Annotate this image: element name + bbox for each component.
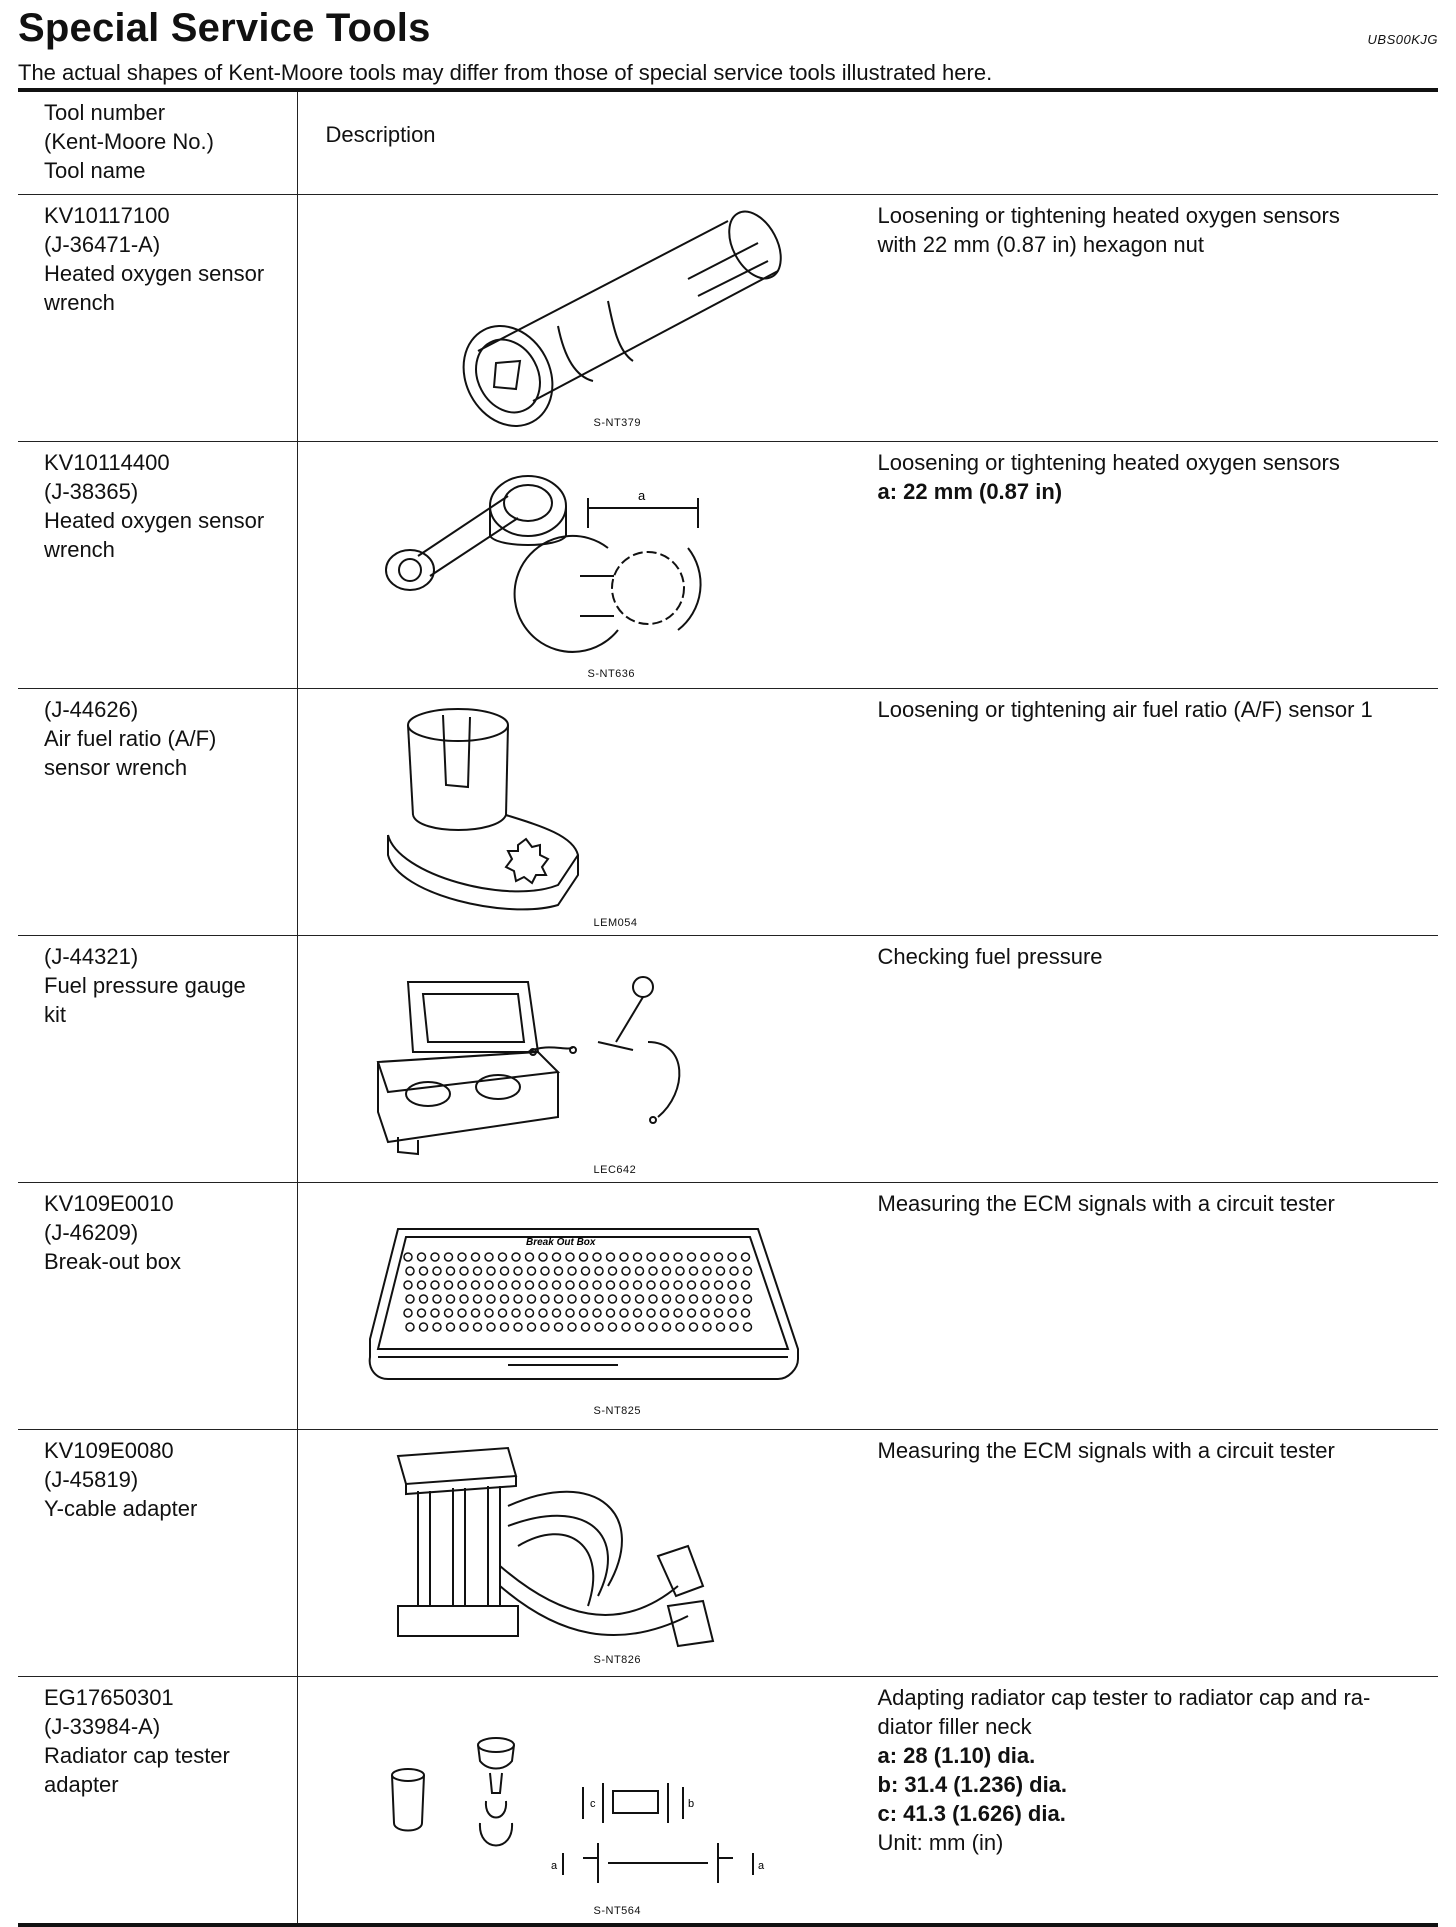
connector-pin-hole — [500, 1323, 508, 1331]
connector-pin-hole — [568, 1323, 576, 1331]
figure-code: S-NT636 — [587, 668, 636, 680]
connector-pin-hole — [433, 1295, 441, 1303]
table-header-row — [18, 90, 1438, 195]
connector-pin-hole — [419, 1295, 427, 1303]
connector-pin-hole — [714, 1281, 722, 1289]
figure-code: LEM054 — [593, 917, 638, 929]
kent-moore-number: (J-38365) — [44, 479, 139, 504]
connector-pin-hole — [622, 1267, 630, 1275]
connector-pin-hole — [512, 1281, 520, 1289]
tool-description — [878, 1436, 1418, 1465]
connector-pin-hole — [633, 1281, 641, 1289]
connector-pin-hole — [608, 1267, 616, 1275]
document-code: UBS00KJG — [1367, 32, 1438, 47]
connector-pin-hole — [431, 1309, 439, 1317]
connector-pin-hole — [500, 1267, 508, 1275]
table-row — [18, 195, 1438, 442]
kent-moore-number: (J-46209) — [44, 1220, 139, 1245]
connector-pin-hole — [687, 1309, 695, 1317]
radiator-cap-tester-adapter-illustration — [358, 1683, 858, 1919]
description-line: Loosening or tightening air fuel ratio (A/F) sensor 1 — [877, 697, 1373, 722]
connector-pin-hole — [471, 1281, 479, 1289]
kent-moore-number: (J-33984-A) — [44, 1714, 161, 1739]
connector-pin-hole — [525, 1253, 533, 1261]
connector-pin-hole — [647, 1281, 655, 1289]
connector-pin-hole — [433, 1323, 441, 1331]
connector-pin-hole — [512, 1253, 520, 1261]
connector-pin-hole — [606, 1253, 614, 1261]
kent-moore-number: (J-45819) — [44, 1467, 139, 1492]
connector-pin-hole — [485, 1253, 493, 1261]
break-out-box-illustration — [358, 1189, 858, 1425]
connector-pin-hole — [674, 1253, 682, 1261]
connector-pin-hole — [635, 1323, 643, 1331]
connector-pin-hole — [674, 1309, 682, 1317]
connector-pin-hole — [554, 1295, 562, 1303]
connector-pin-hole — [539, 1309, 547, 1317]
connector-pin-hole — [647, 1253, 655, 1261]
description-line: Adapting radiator cap tester to radiator cap and ra- — [877, 1685, 1371, 1710]
connector-pin-hole — [687, 1253, 695, 1261]
header-tool-id-cell — [18, 90, 297, 195]
description-line: with 22 mm (0.87 in) hexagon nut — [877, 232, 1205, 257]
connector-pin-hole — [406, 1323, 414, 1331]
connector-pin-hole — [608, 1295, 616, 1303]
connector-pin-hole — [552, 1253, 560, 1261]
connector-pin-hole — [514, 1267, 522, 1275]
connector-pin-hole — [730, 1295, 738, 1303]
description-line: Checking fuel pressure — [877, 944, 1103, 969]
connector-pin-hole — [703, 1323, 711, 1331]
connector-pin-hole — [581, 1323, 589, 1331]
connector-pin-hole — [485, 1309, 493, 1317]
tool-description-cell — [297, 195, 1438, 442]
tool-name: sensor wrench — [44, 755, 188, 780]
connector-pin-hole — [460, 1295, 468, 1303]
connector-pin-hole — [566, 1281, 574, 1289]
connector-pin-hole — [593, 1309, 601, 1317]
connector-pin-hole — [444, 1309, 452, 1317]
tool-id-cell — [18, 1677, 297, 1926]
connector-pin-hole — [446, 1267, 454, 1275]
connector-pin-hole — [743, 1323, 751, 1331]
connector-pin-hole — [606, 1309, 614, 1317]
connector-pin-hole — [417, 1309, 425, 1317]
connector-pin-hole — [716, 1295, 724, 1303]
connector-pin-hole — [595, 1295, 603, 1303]
tool-number: KV10114400 — [44, 450, 170, 475]
table-row — [18, 442, 1438, 689]
connector-pin-hole — [527, 1267, 535, 1275]
connector-pin-hole — [595, 1323, 603, 1331]
kent-moore-number: (J-36471-A) — [44, 232, 161, 257]
dimension-label: a — [637, 488, 645, 503]
tool-number: KV109E0010 — [44, 1191, 174, 1216]
connector-pin-hole — [566, 1309, 574, 1317]
connector-pin-hole — [701, 1253, 709, 1261]
table-row — [18, 1677, 1438, 1926]
table-row — [18, 1430, 1438, 1677]
connector-pin-hole — [703, 1295, 711, 1303]
tool-id-cell — [18, 936, 297, 1183]
connector-pin-hole — [649, 1295, 657, 1303]
connector-pin-hole — [622, 1323, 630, 1331]
connector-pin-hole — [446, 1295, 454, 1303]
connector-pin-hole — [541, 1267, 549, 1275]
table-row — [18, 936, 1438, 1183]
connector-pin-hole — [539, 1253, 547, 1261]
connector-pin-hole — [460, 1323, 468, 1331]
tool-number: KV10117100 — [44, 203, 170, 228]
af-sensor-wrench-illustration — [358, 695, 858, 931]
connector-pin-hole — [433, 1267, 441, 1275]
connector-pin-hole — [741, 1281, 749, 1289]
dimension-label-c: c — [589, 1798, 595, 1810]
connector-pin-hole — [527, 1323, 535, 1331]
connector-pin-hole — [741, 1253, 749, 1261]
connector-pin-hole — [527, 1295, 535, 1303]
tool-name: wrench — [44, 290, 115, 315]
connector-pin-hole — [431, 1281, 439, 1289]
connector-pin-hole — [487, 1267, 495, 1275]
tool-name: Radiator cap tester — [44, 1743, 230, 1768]
header-tool-name: Tool name — [44, 158, 146, 183]
connector-pin-hole — [498, 1253, 506, 1261]
tool-name: adapter — [44, 1772, 119, 1797]
connector-pin-hole — [444, 1253, 452, 1261]
connector-pin-hole — [581, 1295, 589, 1303]
connector-pin-hole — [417, 1281, 425, 1289]
figure-code: S-NT379 — [593, 417, 642, 429]
connector-pin-hole — [554, 1323, 562, 1331]
connector-pin-hole — [419, 1323, 427, 1331]
connector-pin-hole — [662, 1323, 670, 1331]
connector-pin-hole — [728, 1253, 736, 1261]
connector-pin-hole — [593, 1281, 601, 1289]
connector-pin-hole — [703, 1267, 711, 1275]
description-line: Loosening or tightening heated oxygen sensors — [877, 450, 1340, 475]
connector-pin-hole — [498, 1281, 506, 1289]
header-description-cell — [297, 90, 1438, 195]
tool-description — [878, 1683, 1418, 1857]
page-title: Special Service Tools — [18, 6, 431, 50]
connector-pin-hole — [541, 1323, 549, 1331]
dimension-label-a: a — [757, 1860, 764, 1872]
tool-name: Fuel pressure gauge — [44, 973, 246, 998]
connector-pin-hole — [662, 1267, 670, 1275]
connector-pin-hole — [458, 1281, 466, 1289]
connector-pin-hole — [404, 1281, 412, 1289]
connector-pin-hole — [622, 1295, 630, 1303]
table-row — [18, 689, 1438, 936]
connector-pin-hole — [689, 1295, 697, 1303]
connector-pin-grid — [404, 1253, 752, 1331]
connector-pin-hole — [620, 1309, 628, 1317]
connector-pin-hole — [620, 1253, 628, 1261]
figure-code: S-NT825 — [593, 1405, 642, 1417]
connector-pin-hole — [566, 1253, 574, 1261]
connector-pin-hole — [635, 1295, 643, 1303]
description-dimension: a: 28 (1.10) dia. — [877, 1743, 1036, 1768]
connector-pin-hole — [404, 1253, 412, 1261]
connector-pin-hole — [701, 1309, 709, 1317]
tool-description-cell — [297, 442, 1438, 689]
connector-pin-hole — [581, 1267, 589, 1275]
connector-pin-hole — [676, 1267, 684, 1275]
connector-pin-hole — [406, 1267, 414, 1275]
connector-pin-hole — [525, 1281, 533, 1289]
tool-number: EG17650301 — [44, 1685, 174, 1710]
connector-pin-hole — [579, 1309, 587, 1317]
header-tool-number: Tool number — [44, 100, 166, 125]
connector-pin-hole — [743, 1295, 751, 1303]
connector-pin-hole — [539, 1281, 547, 1289]
tool-name: Heated oxygen sensor — [44, 508, 265, 533]
tool-name: wrench — [44, 537, 115, 562]
connector-pin-hole — [458, 1253, 466, 1261]
dimension-label-b: b — [687, 1798, 694, 1810]
connector-pin-hole — [730, 1267, 738, 1275]
connector-pin-hole — [417, 1253, 425, 1261]
connector-pin-hole — [485, 1281, 493, 1289]
tool-id-cell — [18, 689, 297, 936]
connector-pin-hole — [741, 1309, 749, 1317]
connector-pin-hole — [689, 1267, 697, 1275]
connector-pin-hole — [471, 1309, 479, 1317]
tool-id-cell — [18, 1183, 297, 1430]
connector-pin-hole — [473, 1295, 481, 1303]
tool-number: KV109E0080 — [44, 1438, 174, 1463]
description-line: diator filler neck — [877, 1714, 1032, 1739]
fuel-pressure-gauge-kit-illustration — [358, 942, 858, 1178]
tool-description — [878, 201, 1418, 259]
connector-pin-hole — [541, 1295, 549, 1303]
figure-code: S-NT826 — [593, 1654, 642, 1666]
connector-pin-hole — [512, 1309, 520, 1317]
tool-description-cell — [297, 1430, 1438, 1677]
connector-pin-hole — [568, 1295, 576, 1303]
connector-pin-hole — [660, 1253, 668, 1261]
description-dimension: c: 41.3 (1.626) dia. — [877, 1801, 1066, 1826]
connector-pin-hole — [660, 1281, 668, 1289]
box-label: Break Out Box — [525, 1237, 595, 1248]
description-unit: Unit: mm (in) — [877, 1830, 1004, 1855]
connector-pin-hole — [487, 1323, 495, 1331]
tool-name: Heated oxygen sensor — [44, 261, 265, 286]
tool-id-cell — [18, 1430, 297, 1677]
connector-pin-hole — [419, 1267, 427, 1275]
connector-pin-hole — [608, 1323, 616, 1331]
connector-pin-hole — [514, 1323, 522, 1331]
connector-pin-hole — [487, 1295, 495, 1303]
connector-pin-hole — [716, 1323, 724, 1331]
page-subtitle: The actual shapes of Kent-Moore tools may differ from those of special service tools illustrated here. — [18, 60, 993, 85]
description-line: Measuring the ECM signals with a circuit tester — [877, 1438, 1335, 1463]
connector-pin-hole — [730, 1323, 738, 1331]
tool-description-cell — [297, 1183, 1438, 1430]
description-dimension: b: 31.4 (1.236) dia. — [877, 1772, 1068, 1797]
table-row — [18, 1183, 1438, 1430]
connector-pin-hole — [460, 1267, 468, 1275]
connector-pin-hole — [514, 1295, 522, 1303]
flare-nut-wrench-illustration — [358, 448, 858, 684]
tool-description — [878, 942, 1418, 971]
connector-pin-hole — [743, 1267, 751, 1275]
connector-pin-hole — [649, 1267, 657, 1275]
description-dimension: a: 22 mm (0.87 in) — [877, 479, 1063, 504]
connector-pin-hole — [635, 1267, 643, 1275]
connector-pin-hole — [404, 1309, 412, 1317]
tool-id-cell — [18, 195, 297, 442]
connector-pin-hole — [579, 1281, 587, 1289]
tool-description — [878, 695, 1418, 724]
connector-pin-hole — [714, 1309, 722, 1317]
figure-code: S-NT564 — [593, 1905, 642, 1917]
connector-pin-hole — [714, 1253, 722, 1261]
connector-pin-hole — [676, 1323, 684, 1331]
connector-pin-hole — [649, 1323, 657, 1331]
connector-pin-hole — [458, 1309, 466, 1317]
connector-pin-hole — [662, 1295, 670, 1303]
header-description: Description — [325, 122, 436, 147]
connector-pin-hole — [568, 1267, 576, 1275]
connector-pin-hole — [498, 1309, 506, 1317]
connector-pin-hole — [647, 1309, 655, 1317]
figure-code: LEC642 — [593, 1164, 637, 1176]
connector-pin-hole — [500, 1295, 508, 1303]
description-line: Loosening or tightening heated oxygen sensors — [877, 203, 1340, 228]
connector-pin-hole — [689, 1323, 697, 1331]
header-kent-moore-no: (Kent-Moore No.) — [44, 129, 214, 154]
y-cable-adapter-illustration — [358, 1436, 858, 1672]
oxygen-sensor-socket-illustration — [358, 201, 858, 437]
kent-moore-number: (J-44321) — [44, 944, 139, 969]
connector-pin-hole — [473, 1323, 481, 1331]
connector-pin-hole — [606, 1281, 614, 1289]
tool-description-cell — [297, 1677, 1438, 1926]
connector-pin-hole — [701, 1281, 709, 1289]
tool-name: Y-cable adapter — [44, 1496, 198, 1521]
connector-pin-hole — [633, 1309, 641, 1317]
tool-description-cell — [297, 936, 1438, 1183]
connector-pin-hole — [444, 1281, 452, 1289]
connector-pin-hole — [579, 1253, 587, 1261]
kent-moore-number: (J-44626) — [44, 697, 139, 722]
connector-pin-hole — [552, 1281, 560, 1289]
connector-pin-hole — [554, 1267, 562, 1275]
connector-pin-hole — [633, 1253, 641, 1261]
tool-name: Break-out box — [44, 1249, 181, 1274]
tool-name: kit — [44, 1002, 66, 1027]
connector-pin-hole — [674, 1281, 682, 1289]
connector-pin-hole — [431, 1253, 439, 1261]
connector-pin-hole — [593, 1253, 601, 1261]
connector-pin-hole — [620, 1281, 628, 1289]
connector-pin-hole — [676, 1295, 684, 1303]
connector-pin-hole — [716, 1267, 724, 1275]
connector-pin-hole — [406, 1295, 414, 1303]
tool-description-cell — [297, 689, 1438, 936]
connector-pin-hole — [728, 1281, 736, 1289]
connector-pin-hole — [473, 1267, 481, 1275]
connector-pin-hole — [687, 1281, 695, 1289]
dimension-label-a: a — [550, 1860, 557, 1872]
connector-pin-hole — [446, 1323, 454, 1331]
connector-pin-hole — [471, 1253, 479, 1261]
connector-pin-hole — [552, 1309, 560, 1317]
tool-id-cell — [18, 442, 297, 689]
description-line: Measuring the ECM signals with a circuit tester — [877, 1191, 1335, 1216]
connector-pin-hole — [660, 1309, 668, 1317]
connector-pin-hole — [728, 1309, 736, 1317]
connector-pin-hole — [525, 1309, 533, 1317]
tool-name: Air fuel ratio (A/F) — [44, 726, 217, 751]
special-tools-table — [18, 88, 1438, 1927]
tool-description — [878, 448, 1418, 506]
connector-pin-hole — [595, 1267, 603, 1275]
tool-description — [878, 1189, 1418, 1218]
